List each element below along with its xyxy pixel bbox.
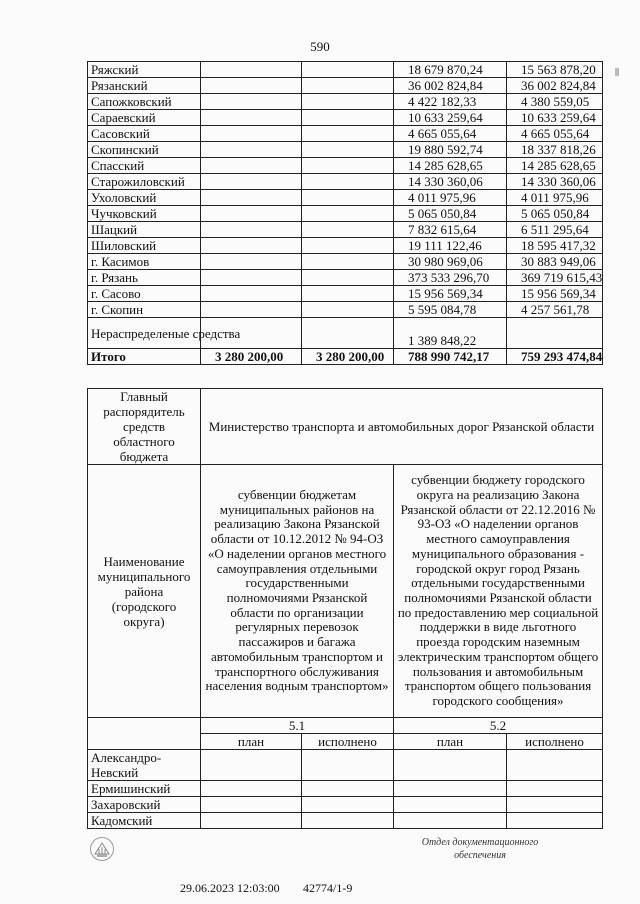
amount-cell: 18 595 417,32: [507, 238, 603, 254]
district-row: [88, 94, 603, 110]
amount-cell: 18 337 818,26: [507, 142, 603, 158]
cell: [302, 797, 394, 813]
district-row: [88, 797, 603, 813]
amount-cell: [302, 206, 394, 222]
amount-cell: [302, 254, 394, 270]
executed-header-5-2: исполнено: [507, 734, 603, 750]
amount-cell: [201, 254, 302, 270]
district-label: Наименование муниципального района (городского округа): [88, 465, 201, 718]
district-name: г. Скопин: [88, 302, 201, 318]
district-row: [88, 813, 603, 829]
amount-cell: [201, 206, 302, 222]
district-name: Кадомский: [88, 813, 201, 829]
total-row: [88, 349, 603, 365]
district-row: [88, 254, 603, 270]
amount-cell: [302, 190, 394, 206]
subsidy-5-2-description: субвенции бюджету городского округа на реализацию Закона Рязанской области от 22.12.2016 № 93-ОЗ «О наделении органов местного самоуправления муниципального образования - городской округ город Рязань отдельными государственными полномочиями Рязанской области по предоставлению мер социальной поддержки в виде льготного проезда городским наземным электрическим транспортом общего пользования и автомобильным транспортом общего пользования городского сообщения»: [394, 465, 603, 718]
amount-cell: 36 002 824,84: [394, 78, 507, 94]
district-name: Чучковский: [88, 206, 201, 222]
district-name: Старожиловский: [88, 174, 201, 190]
cell: [394, 750, 507, 781]
amount-cell: [201, 174, 302, 190]
district-name: Сараевский: [88, 110, 201, 126]
district-row: [88, 158, 603, 174]
amount-cell: [201, 238, 302, 254]
district-name: Шацкий: [88, 222, 201, 238]
amount-cell: [201, 286, 302, 302]
amount-cell: [201, 142, 302, 158]
district-row: [88, 302, 603, 318]
amount-cell: 14 330 360,06: [394, 174, 507, 190]
cell: [507, 813, 603, 829]
amount-cell: 4 257 561,78: [507, 302, 603, 318]
amount-cell: 759 293 474,84: [507, 349, 603, 365]
district-name: Нераспределеные средства: [88, 318, 201, 349]
amount-cell: [302, 270, 394, 286]
district-row: [88, 270, 603, 286]
amount-cell: [201, 78, 302, 94]
column-number-5-1: 5.1: [201, 718, 394, 734]
amount-cell: [302, 62, 394, 78]
amount-cell: 1 389 848,22: [394, 318, 507, 349]
amount-cell: [302, 78, 394, 94]
plan-header-5-2: план: [394, 734, 507, 750]
amount-cell: 369 719 615,43: [507, 270, 603, 286]
stamp-line-1: Отдел документационного: [421, 837, 539, 848]
district-row: [88, 750, 603, 781]
amount-cell: 15 956 569,34: [507, 286, 603, 302]
budget-table-continued: [87, 61, 603, 365]
amount-cell: 4 422 182,33: [394, 94, 507, 110]
amount-cell: 5 065 050,84: [507, 206, 603, 222]
amount-cell: 3 280 200,00: [302, 349, 394, 365]
cell: [201, 797, 302, 813]
district-row: [88, 110, 603, 126]
empty-header-cell: [88, 718, 201, 750]
amount-cell: [302, 142, 394, 158]
district-name: г. Сасово: [88, 286, 201, 302]
district-row: [88, 238, 603, 254]
cell: [201, 781, 302, 797]
budget-table-body: [88, 62, 603, 365]
amount-cell: [302, 110, 394, 126]
amount-cell: [201, 110, 302, 126]
district-row: [88, 126, 603, 142]
amount-cell: [201, 158, 302, 174]
district-name: Итого: [88, 349, 201, 365]
cell: [302, 813, 394, 829]
cell: [394, 797, 507, 813]
amount-cell: 10 633 259,64: [394, 110, 507, 126]
cell: [302, 781, 394, 797]
transport-subsidy-table: [87, 388, 603, 829]
amount-cell: [302, 126, 394, 142]
district-name: Скопинский: [88, 142, 201, 158]
amount-cell: [201, 126, 302, 142]
cell: [507, 797, 603, 813]
amount-cell: 14 330 360,06: [507, 174, 603, 190]
amount-cell: 30 883 949,06: [507, 254, 603, 270]
amount-cell: [507, 318, 603, 349]
amount-cell: 36 002 824,84: [507, 78, 603, 94]
amount-cell: 7 832 615,64: [394, 222, 507, 238]
amount-cell: 30 980 969,06: [394, 254, 507, 270]
district-row: [88, 62, 603, 78]
plan-header-5-1: план: [201, 734, 302, 750]
district-row: [88, 78, 603, 94]
amount-cell: [302, 318, 394, 349]
district-name: Шиловский: [88, 238, 201, 254]
cell: [201, 750, 302, 781]
district-name: Ухоловский: [88, 190, 201, 206]
district-name: Сасовский: [88, 126, 201, 142]
footer-doc-number: 42774/1-9: [303, 881, 353, 895]
amount-cell: [302, 158, 394, 174]
amount-cell: [201, 94, 302, 110]
amount-cell: [302, 222, 394, 238]
district-name: г. Рязань: [88, 270, 201, 286]
manager-value: Министерство транспорта и автомобильных дорог Рязанской области: [201, 389, 603, 465]
district-name: г. Касимов: [88, 254, 201, 270]
district-row: [88, 781, 603, 797]
amount-cell: 19 111 122,46: [394, 238, 507, 254]
district-row: [88, 222, 603, 238]
amount-cell: [201, 222, 302, 238]
district-row: [88, 174, 603, 190]
district-row: [88, 286, 603, 302]
manager-label-text: Главный распорядитель средств областного бюджета: [103, 389, 185, 464]
scan-mark: [615, 68, 619, 76]
executed-header-5-1: исполнено: [302, 734, 394, 750]
amount-cell: [302, 302, 394, 318]
amount-cell: 788 990 742,17: [394, 349, 507, 365]
amount-cell: [201, 302, 302, 318]
amount-cell: 19 880 592,74: [394, 142, 507, 158]
amount-cell: [302, 238, 394, 254]
amount-cell: 4 665 055,64: [394, 126, 507, 142]
amount-cell: [302, 94, 394, 110]
cell: [201, 813, 302, 829]
cell: [302, 750, 394, 781]
amount-cell: 4 011 975,96: [507, 190, 603, 206]
district-row: [88, 142, 603, 158]
amount-cell: 373 533 296,70: [394, 270, 507, 286]
footer-datetime: 29.06.2023 12:03:00: [180, 881, 280, 895]
district-name: Ряжский: [88, 62, 201, 78]
page-number: 590: [310, 39, 330, 54]
stamp-line-2: обеспечения: [454, 850, 506, 861]
district-name: Захаровский: [88, 797, 201, 813]
amount-cell: 18 679 870,24: [394, 62, 507, 78]
amount-cell: 4 380 559,05: [507, 94, 603, 110]
district-name: Ермишинский: [88, 781, 201, 797]
amount-cell: [201, 190, 302, 206]
amount-cell: [201, 270, 302, 286]
column-number-5-2: 5.2: [394, 718, 603, 734]
amount-cell: [302, 174, 394, 190]
unassigned-row: [88, 318, 603, 349]
district-name: Сапожковский: [88, 94, 201, 110]
district-name: Спасский: [88, 158, 201, 174]
amount-cell: 10 633 259,64: [507, 110, 603, 126]
column-number-row: [88, 718, 603, 734]
amount-cell: 3 280 200,00: [201, 349, 302, 365]
amount-cell: 15 956 569,34: [394, 286, 507, 302]
amount-cell: 15 563 878,20: [507, 62, 603, 78]
amount-cell: 6 511 295,64: [507, 222, 603, 238]
subsidy-5-1-description: субвенции бюджетам муниципальных районов на реализацию Закона Рязанской области от 10.12.2012 № 94-ОЗ «О наделении органов местного самоуправления отдельными государственными полномочиями Рязанской области по организации регулярных перевозок пассажиров и багажа автомобильным транспортом и транспортного обслуживания населения водным транспортом»: [201, 465, 394, 718]
cell: [394, 813, 507, 829]
amount-cell: [201, 62, 302, 78]
amount-cell: 14 285 628,65: [394, 158, 507, 174]
district-row: [88, 206, 603, 222]
amount-cell: 5 595 084,78: [394, 302, 507, 318]
building-stamp-icon: [89, 836, 115, 867]
manager-label: [88, 389, 201, 465]
cell: [394, 781, 507, 797]
amount-cell: 4 011 975,96: [394, 190, 507, 206]
amount-cell: 4 665 055,64: [507, 126, 603, 142]
subsidy-header-row: [88, 465, 603, 718]
amount-cell: 5 065 050,84: [394, 206, 507, 222]
amount-cell: [302, 286, 394, 302]
district-name: Рязанский: [88, 78, 201, 94]
district-row: [88, 190, 603, 206]
amount-cell: 14 285 628,65: [507, 158, 603, 174]
cell: [507, 750, 603, 781]
district-name: Александро-Невский: [88, 750, 201, 781]
cell: [507, 781, 603, 797]
manager-row: [88, 389, 603, 465]
department-stamp: [400, 836, 560, 862]
